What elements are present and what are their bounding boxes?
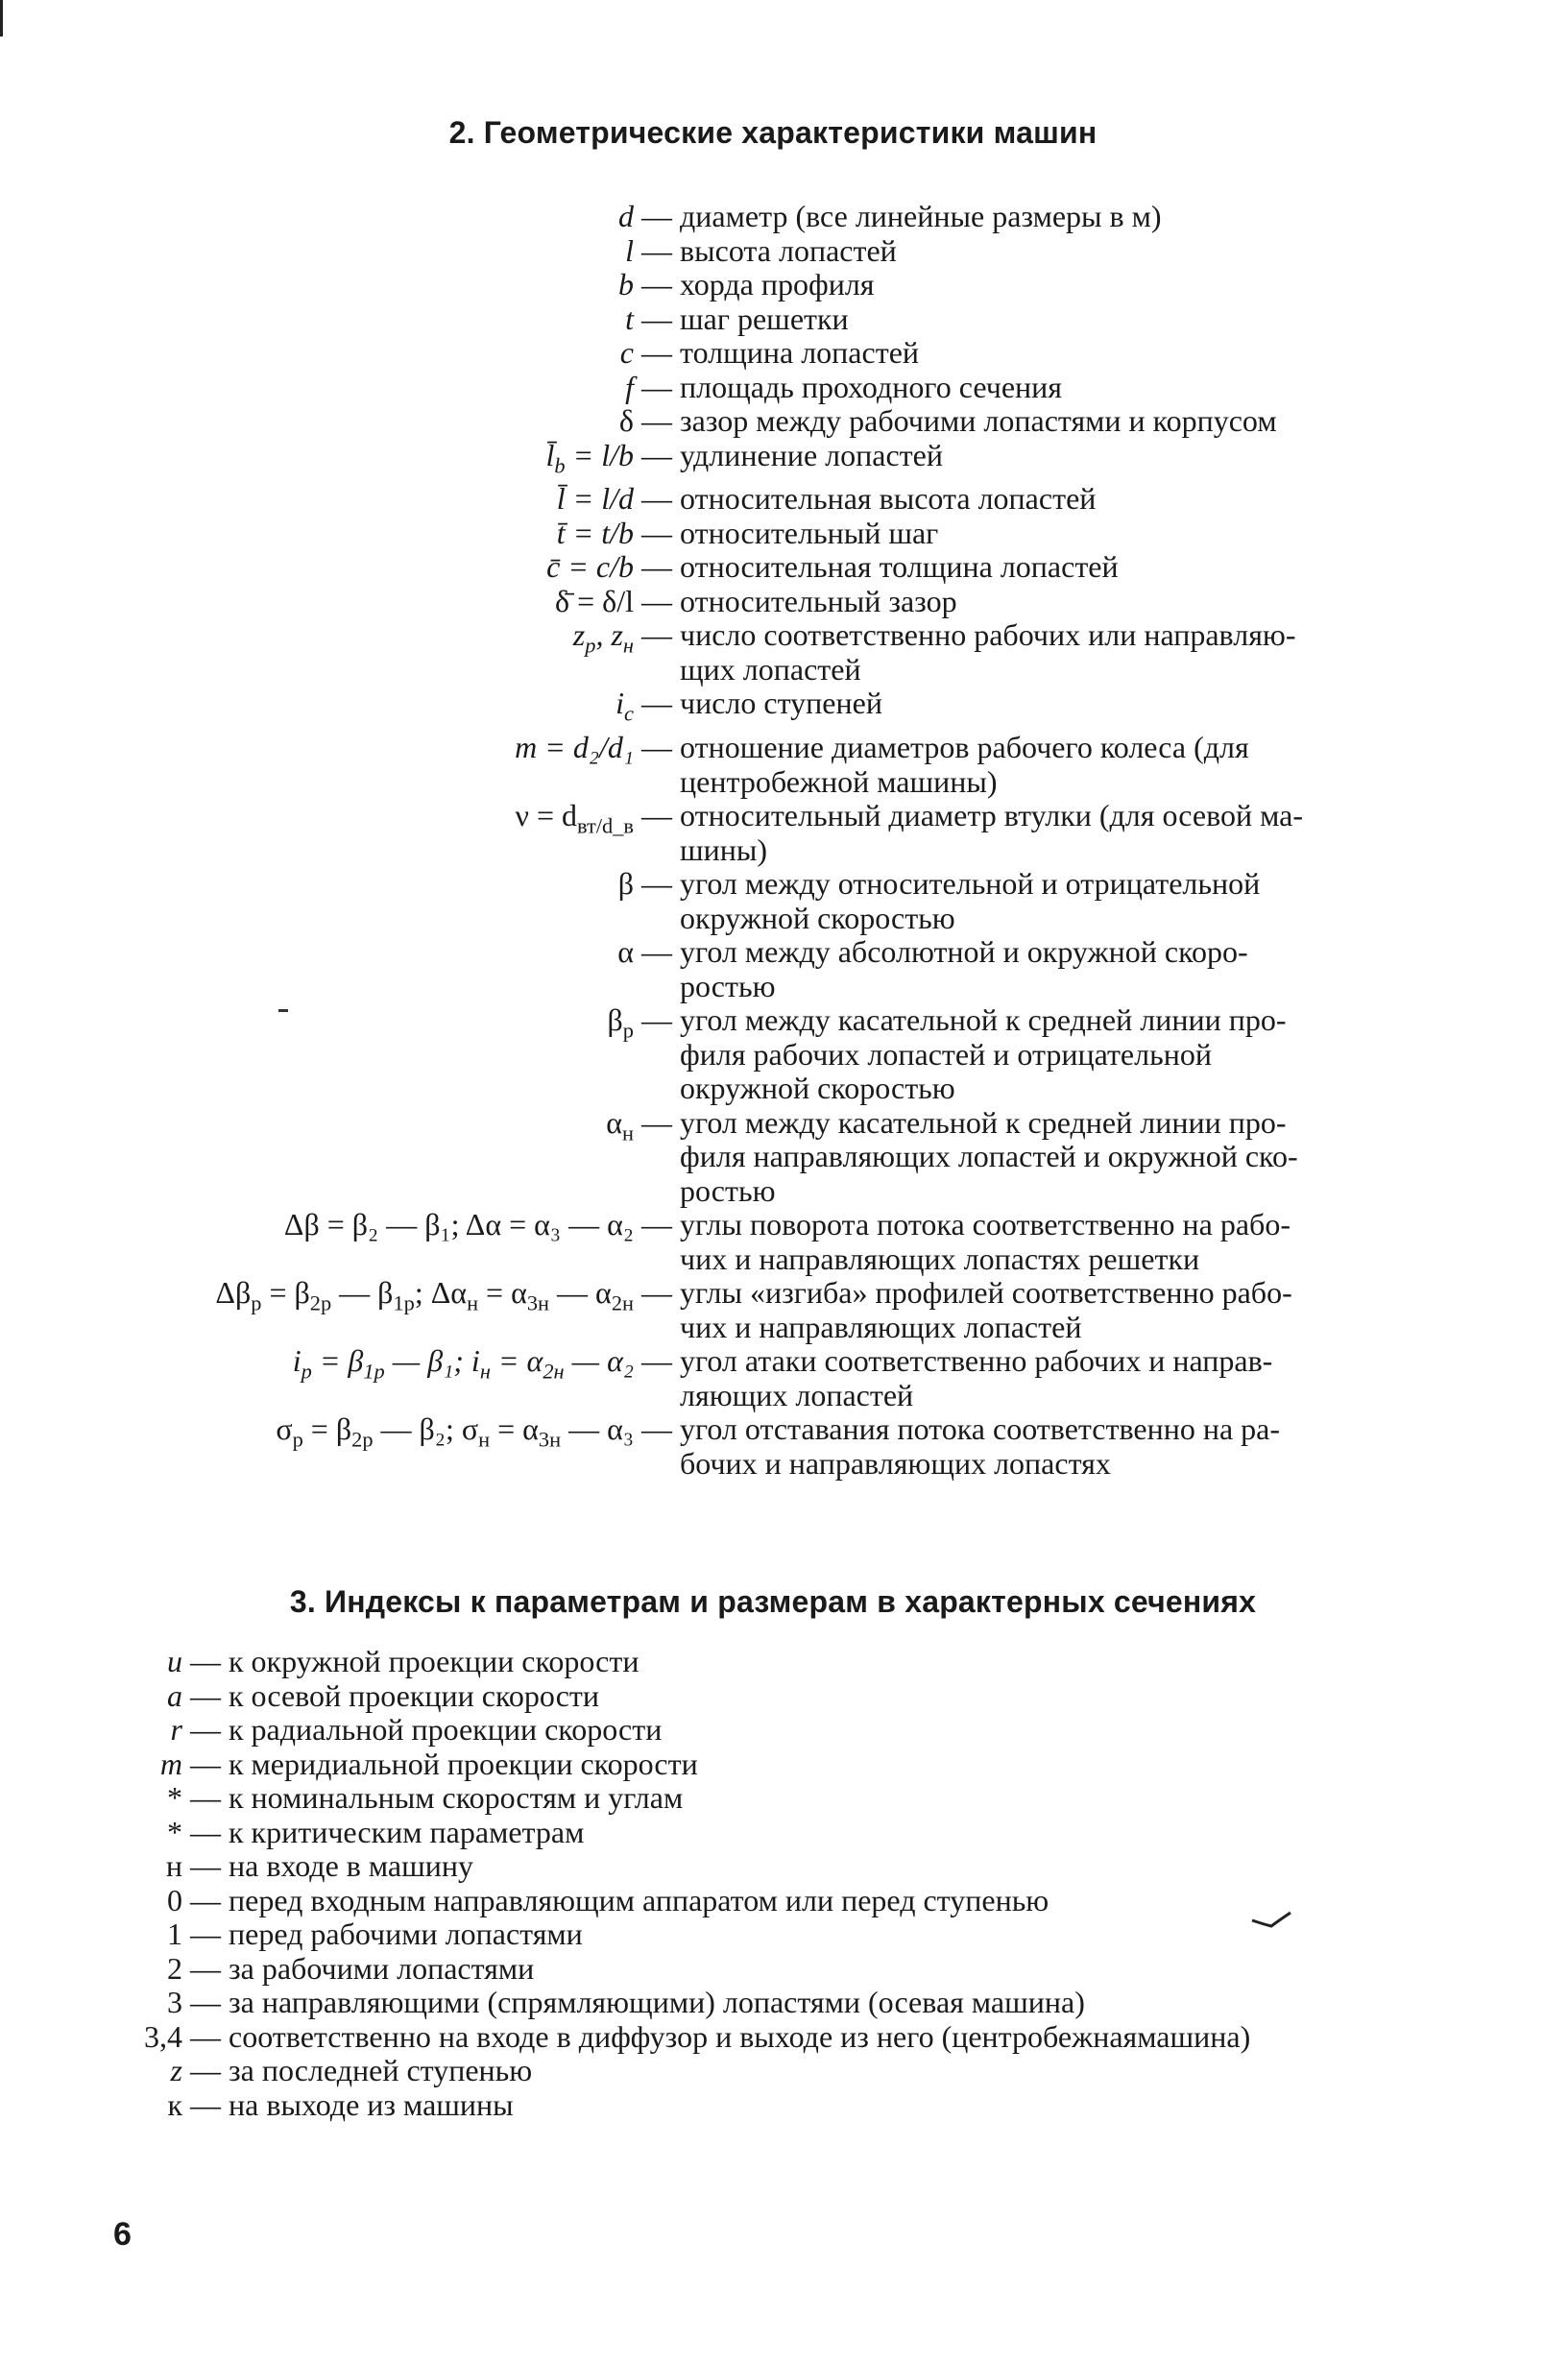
index-symbol: * bbox=[167, 1780, 182, 1815]
index-symbol: 1 bbox=[167, 1917, 182, 1951]
geometry-row bbox=[125, 439, 1431, 483]
geometry-symbol: $i_с$ bbox=[615, 686, 634, 726]
geometry-symbol: d bbox=[618, 199, 634, 233]
index-dash: — bbox=[190, 1780, 221, 1815]
index-description-line: перед рабочими лопастями bbox=[229, 1917, 583, 1951]
index-description bbox=[229, 2088, 1429, 2123]
geometry-row bbox=[125, 867, 1431, 935]
geometry-symbol: c̄ = c/b bbox=[546, 549, 634, 585]
geometry-dash: — bbox=[641, 617, 672, 653]
index-row bbox=[115, 2020, 1431, 2055]
geometry-dash: — bbox=[641, 934, 672, 970]
geometry-description bbox=[680, 1208, 1431, 1276]
geometry-description-line: чих и направляющих лопастях решетки bbox=[680, 1241, 1200, 1276]
geometry-dash: — bbox=[641, 369, 672, 404]
geometry-description-line: угол атаки соответственно рабочих и направ- bbox=[680, 1343, 1273, 1379]
geometry-description-line: углы «изгиба» профилей соответственно рабо- bbox=[680, 1275, 1292, 1311]
geometry-symbol: $z_р$, $z_н$ bbox=[572, 617, 634, 658]
index-description bbox=[229, 1645, 1429, 1679]
geometry-description bbox=[680, 799, 1431, 867]
geometry-description bbox=[680, 618, 1431, 687]
index-symbol: a bbox=[167, 1677, 182, 1713]
index-symbol: u bbox=[167, 1644, 182, 1678]
geometry-description-line: филя направляющих лопастей и окружной ско- bbox=[680, 1139, 1298, 1174]
geometry-description bbox=[680, 371, 1431, 405]
geometry-symbol: $\alpha_н$ bbox=[606, 1104, 634, 1145]
index-row bbox=[115, 1884, 1431, 1918]
geometry-dash: — bbox=[641, 301, 672, 336]
geometry-dash: — bbox=[641, 437, 672, 472]
index-description-line: соответственно на входе в диффузор и выходе из него (центробежная bbox=[229, 2018, 1138, 2054]
geometry-description bbox=[680, 1344, 1431, 1412]
geometry-dash: — bbox=[641, 481, 672, 517]
index-description bbox=[229, 2054, 1429, 2088]
geometry-description-line: ростью bbox=[680, 968, 776, 1003]
geometry-description-line: окружной скоростью bbox=[680, 900, 955, 935]
index-description-line: за направляющими (спрямляющими) лопастями (осевая машина) bbox=[229, 1985, 1085, 2019]
geometry-description-line: ростью bbox=[680, 1172, 776, 1208]
index-symbol: 0 bbox=[167, 1882, 182, 1917]
index-row bbox=[115, 1917, 1431, 1952]
geometry-row bbox=[125, 687, 1431, 731]
geometry-description bbox=[680, 935, 1431, 1003]
geometry-dash: — bbox=[641, 267, 672, 301]
geometry-description bbox=[680, 268, 1431, 302]
geometry-description bbox=[680, 1106, 1431, 1209]
geometry-description bbox=[680, 550, 1431, 585]
section-2-heading: 2. Геометрические характеристики машин bbox=[448, 115, 1098, 150]
geometry-symbol: $\nu = d_{вт/d\_в}$ bbox=[515, 798, 634, 838]
geometry-description-line: относительный шаг bbox=[680, 515, 939, 550]
index-description bbox=[229, 1952, 1429, 1987]
index-dash: — bbox=[190, 2086, 221, 2122]
geometry-dash: — bbox=[641, 730, 672, 765]
index-description bbox=[229, 1713, 1429, 1748]
index-symbol: z bbox=[170, 2053, 182, 2087]
geometry-symbol: l bbox=[625, 232, 634, 268]
geometry-description-line: угол между абсолютной и окружной скоро- bbox=[680, 934, 1248, 970]
index-dash: — bbox=[190, 1882, 221, 1917]
index-symbol: н bbox=[165, 1848, 182, 1883]
geometry-symbol: b bbox=[618, 267, 634, 301]
geometry-description-line: число соответственно рабочих или направляю- bbox=[680, 617, 1296, 653]
index-dash: — bbox=[190, 1644, 221, 1678]
index-description-line: к критическим параметрам bbox=[229, 1814, 585, 1849]
geometry-dash: — bbox=[641, 1343, 672, 1379]
geometry-description-line: филя рабочих лопастей и отрицательной bbox=[680, 1036, 1212, 1072]
index-symbol: m bbox=[159, 1746, 182, 1781]
geometry-description bbox=[680, 302, 1431, 337]
index-row bbox=[115, 1713, 1431, 1748]
geometry-dash: — bbox=[641, 583, 672, 618]
geometry-row bbox=[125, 1344, 1431, 1412]
geometry-row bbox=[125, 268, 1431, 302]
geometry-description-line: угол между касательной к средней линии про- bbox=[680, 1104, 1287, 1140]
stray-dash-mark bbox=[278, 1008, 292, 1014]
index-dash: — bbox=[190, 2053, 221, 2087]
index-row bbox=[115, 1679, 1431, 1714]
geometry-row bbox=[125, 935, 1431, 1003]
geometry-symbol: β bbox=[617, 866, 634, 902]
geometry-row bbox=[125, 302, 1431, 337]
geometry-dash: — bbox=[641, 1104, 672, 1140]
geometry-description-line: зазор между рабочими лопастями и корпусом bbox=[680, 403, 1277, 438]
page-number: 6 bbox=[113, 2216, 132, 2253]
geometry-description-line: щих лопастей bbox=[680, 651, 861, 687]
geometry-dash: — bbox=[641, 515, 672, 550]
index-description bbox=[229, 1849, 1429, 1884]
index-symbol: 3,4 bbox=[144, 2018, 182, 2054]
index-row bbox=[115, 1849, 1431, 1884]
index-row bbox=[115, 1816, 1431, 1850]
geometry-description-line: угол между касательной к средней линии про- bbox=[680, 1002, 1287, 1038]
geometry-symbol: $l̄_b = l/b$ bbox=[545, 437, 634, 477]
geometry-row bbox=[125, 1276, 1431, 1344]
index-dash: — bbox=[190, 2018, 221, 2054]
geometry-description-line: относительный диаметр втулки (для осевой ма- bbox=[680, 798, 1303, 833]
geometry-description bbox=[680, 867, 1431, 935]
index-description bbox=[229, 1986, 1429, 2020]
geometry-description-line: относительная высота лопастей bbox=[680, 481, 1097, 517]
geometry-symbol: Δβ = β₂ — β₁; Δα = α₃ — α₂ bbox=[283, 1207, 634, 1242]
geometry-description-line: относительная толщина лопастей bbox=[680, 549, 1119, 585]
geometry-description bbox=[680, 1276, 1431, 1344]
index-symbol: * bbox=[167, 1814, 182, 1849]
index-row bbox=[115, 1781, 1431, 1816]
index-row bbox=[115, 1645, 1431, 1679]
geometry-description bbox=[680, 1412, 1431, 1481]
index-description-line: за рабочими лопастями bbox=[229, 1950, 535, 1986]
geometry-dash: — bbox=[641, 798, 672, 833]
geometry-description-line: угол отставания потока соответственно на ра- bbox=[680, 1411, 1281, 1447]
geometry-description-line: углы поворота потока соответственно на рабо- bbox=[680, 1207, 1291, 1242]
geometry-description bbox=[680, 731, 1431, 799]
geometry-dash: — bbox=[641, 335, 672, 370]
geometry-row bbox=[125, 618, 1431, 687]
geometry-description-line: относительный зазор bbox=[680, 583, 957, 618]
index-dash: — bbox=[190, 1814, 221, 1849]
index-description bbox=[229, 1748, 1429, 1782]
index-dash: — bbox=[190, 1917, 221, 1951]
geometry-symbol: f bbox=[625, 369, 634, 404]
geometry-symbol: $\sigma_р = \beta_{2р}$ — β₂; $\sigma_н = \alpha_{3н}$ — α₃ bbox=[276, 1411, 634, 1452]
geometry-dash: — bbox=[641, 403, 672, 438]
geometry-symbol: $\Delta\beta_р = \beta_{2р}$ — $\beta_{1р}$; $\Delta\alpha_н = \alpha_{3н}$ — $\alpha_{2н}$ bbox=[215, 1275, 634, 1315]
geometry-row bbox=[125, 799, 1431, 867]
geometry-dash: — bbox=[641, 549, 672, 585]
index-description-line: за последней ступенью bbox=[229, 2053, 533, 2087]
geometry-row bbox=[125, 1003, 1431, 1106]
index-symbol: r bbox=[170, 1712, 182, 1747]
index-description bbox=[229, 1679, 1429, 1714]
geometry-dash: — bbox=[641, 1275, 672, 1311]
geometry-description-line: отношение диаметров рабочего колеса (для bbox=[680, 730, 1249, 765]
index-dash: — bbox=[190, 1950, 221, 1986]
geometry-list bbox=[125, 200, 1431, 1481]
geometry-row bbox=[125, 482, 1431, 517]
geometry-row bbox=[125, 234, 1431, 269]
index-description-line: перед входным направляющим аппаратом или перед ступенью bbox=[229, 1882, 1049, 1917]
geometry-dash: — bbox=[641, 1411, 672, 1447]
geometry-description-line: диаметр (все линейные размеры в м) bbox=[680, 199, 1162, 233]
indices-list bbox=[115, 1645, 1431, 2122]
index-description-line: к осевой проекции скорости bbox=[229, 1677, 600, 1713]
index-dash: — bbox=[190, 1848, 221, 1883]
index-row bbox=[115, 1986, 1431, 2020]
geometry-row bbox=[125, 731, 1431, 799]
check-mark bbox=[1250, 1911, 1292, 1930]
index-description-line: к окружной проекции скорости bbox=[229, 1644, 639, 1678]
index-dash: — bbox=[190, 1712, 221, 1747]
geometry-description bbox=[680, 234, 1431, 269]
geometry-dash: — bbox=[641, 686, 672, 721]
geometry-description-line: шины) bbox=[680, 832, 768, 867]
index-description-line: к радиальной проекции скорости bbox=[229, 1712, 663, 1747]
geometry-symbol: t bbox=[625, 301, 634, 336]
geometry-description bbox=[680, 404, 1431, 439]
geometry-symbol: δ bbox=[618, 403, 634, 438]
index-symbol: к bbox=[167, 2086, 182, 2122]
index-dash: — bbox=[190, 1985, 221, 2019]
geometry-dash: — bbox=[641, 199, 672, 233]
index-dash: — bbox=[190, 1677, 221, 1713]
geometry-description-line: площадь проходного сечения bbox=[680, 369, 1062, 404]
geometry-description-line: ляющих лопастей bbox=[680, 1377, 914, 1412]
index-description bbox=[229, 1884, 1429, 1918]
index-description-line: на выходе из машины bbox=[229, 2086, 514, 2122]
geometry-description-line: угол между относительной и отрицательной bbox=[680, 866, 1261, 902]
geometry-row bbox=[125, 404, 1431, 439]
scan-edge-mark bbox=[0, 0, 6, 38]
geometry-description-line: высота лопастей bbox=[680, 232, 897, 268]
geometry-dash: — bbox=[641, 1002, 672, 1038]
geometry-description-line: чих и направляющих лопастей bbox=[680, 1309, 1082, 1344]
index-row bbox=[115, 1952, 1431, 1987]
section-3-heading: 3. Индексы к параметрам и размерам в характерных сечениях bbox=[289, 1584, 1257, 1619]
geometry-symbol: c bbox=[619, 335, 634, 370]
index-dash: — bbox=[190, 1746, 221, 1781]
geometry-row bbox=[125, 1412, 1431, 1481]
geometry-symbol: $\beta_р$ bbox=[607, 1002, 634, 1043]
geometry-symbol: m = d₂/d₁ bbox=[515, 730, 634, 765]
geometry-dash: — bbox=[641, 1207, 672, 1242]
index-row bbox=[115, 2054, 1431, 2088]
index-row bbox=[115, 2088, 1431, 2123]
index-description bbox=[229, 2020, 1429, 2055]
geometry-description-line: удлинение лопастей bbox=[680, 437, 943, 472]
index-description bbox=[229, 1816, 1429, 1850]
geometry-dash: — bbox=[641, 866, 672, 902]
index-description-line: на входе в машину bbox=[229, 1848, 474, 1883]
geometry-description-line: бочих и направляющих лопастях bbox=[680, 1445, 1111, 1481]
geometry-dash: — bbox=[641, 232, 672, 268]
index-description bbox=[229, 1781, 1429, 1816]
geometry-row bbox=[125, 336, 1431, 371]
geometry-symbol: δ̄ = δ/l bbox=[555, 583, 634, 618]
geometry-description bbox=[680, 585, 1431, 619]
geometry-description-line: окружной скоростью bbox=[680, 1071, 955, 1106]
geometry-description bbox=[680, 482, 1431, 517]
geometry-row bbox=[125, 371, 1431, 405]
geometry-row bbox=[125, 585, 1431, 619]
geometry-symbol: $i_р = \beta_{1р}$ — β₁; $i_н = \alpha_{2н}$ — α₂ bbox=[292, 1343, 634, 1384]
geometry-row bbox=[125, 550, 1431, 585]
index-description-line: к номинальным скоростям и углам bbox=[229, 1780, 684, 1815]
index-description bbox=[229, 1917, 1429, 1952]
geometry-description-line: толщина лопастей bbox=[680, 335, 920, 370]
index-symbol: 3 bbox=[167, 1985, 182, 2019]
geometry-symbol: l̄ = l/d bbox=[556, 481, 634, 517]
geometry-description-line: число ступеней bbox=[680, 686, 882, 721]
index-description-line: машина) bbox=[1137, 2018, 1251, 2054]
geometry-row bbox=[125, 200, 1431, 234]
index-description-line: к меридиальной проекции скорости bbox=[229, 1746, 698, 1781]
index-row bbox=[115, 1748, 1431, 1782]
geometry-symbol: t̄ = t/b bbox=[556, 515, 634, 550]
geometry-row bbox=[125, 517, 1431, 551]
geometry-description bbox=[680, 439, 1431, 473]
geometry-description bbox=[680, 517, 1431, 551]
geometry-description-line: хорда профиля bbox=[680, 267, 875, 301]
geometry-description bbox=[680, 687, 1431, 721]
geometry-row bbox=[125, 1208, 1431, 1276]
geometry-symbol: α bbox=[617, 934, 634, 970]
geometry-description-line: шаг решетки bbox=[680, 301, 849, 336]
geometry-description-line: центробежной машины) bbox=[680, 763, 998, 799]
geometry-row bbox=[125, 1106, 1431, 1209]
geometry-description bbox=[680, 1003, 1431, 1106]
geometry-description bbox=[680, 200, 1431, 234]
geometry-description bbox=[680, 336, 1431, 371]
index-symbol: 2 bbox=[167, 1950, 182, 1986]
